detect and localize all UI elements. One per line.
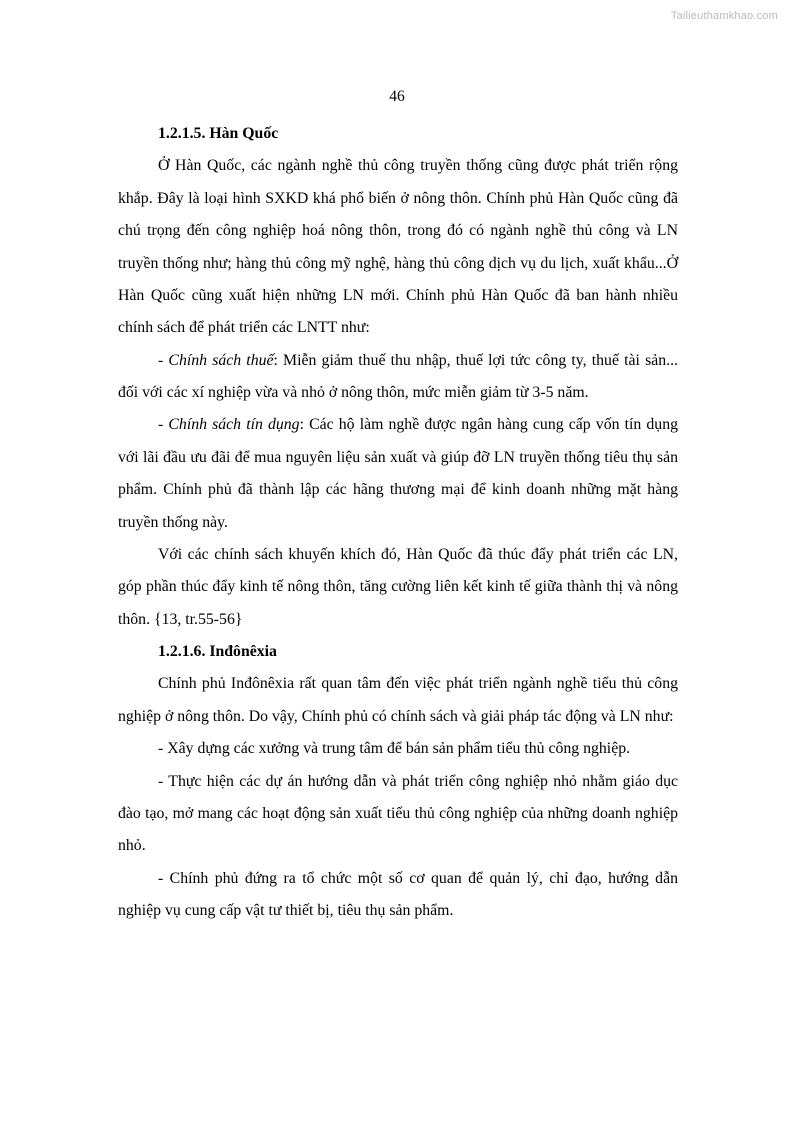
paragraph-5: Chính phủ Inđônêxia rất quan tâm đến việc phát triển ngành nghề tiểu thủ công nghiệp ở nông thôn. Do vậy, Chính phủ có chính sách và giải pháp tác động và LN như:: [118, 675, 678, 725]
paragraph-3-lead: - Chính sách tín dụng: [158, 416, 300, 434]
paragraph-8: - Chính phủ đứng ra tổ chức một số cơ quan để quản lý, chỉ đạo, hướng dẫn nghiệp vụ cung cấp vật tư thiết bị, tiêu thụ sản phẩm.: [118, 869, 678, 919]
paragraph-3: [118, 409, 678, 539]
paragraph-1: Ở Hàn Quốc, các ngành nghề thủ công truyền thống cũng được phát triển rộng khắp. Đây là loại hình SXKD khá phổ biến ở nông thôn. Chính phủ Hàn Quốc cũng đã chú trọng đến công nghiệp hoá nông thôn, trong đó có ngành nghề thủ công và LN truyền thống như; hàng thủ công mỹ nghệ, hàng thủ công dịch vụ du lịch, xuất khẩu...Ở Hàn Quốc cũng xuất hiện những LN mới. Chính phủ Hàn Quốc đã ban hành nhiều chính sách để phát triển các LNTT như:: [118, 157, 678, 337]
page-number: 46: [389, 88, 405, 105]
paragraph-6: - Xây dựng các xưởng và trung tâm để bán sản phẩm tiểu thủ công nghiệp.: [158, 740, 631, 758]
section-heading-1: 1.2.1.5. Hàn Quốc: [158, 125, 279, 142]
paragraph-2-lead: - Chính sách thuế: [158, 351, 274, 369]
watermark-text: Tailieuthamkhao.com: [670, 10, 778, 22]
paragraph-2-body: : Miễn giảm thuế thu nhập, thuế lợi tức công ty, thuế tài sản... đối với các xí nghiệp vừa và nhỏ ở nông thôn, mức miễn giảm từ 3-5 năm.: [118, 351, 678, 401]
page-content: [118, 118, 678, 927]
paragraph-7: - Thực hiện các dự án hướng dẫn và phát triển công nghiệp nhỏ nhằm giáo dục đào tạo, mở mang các hoạt động sản xuất tiểu thủ công nghiệp của những doanh nghiệp nhỏ.: [118, 772, 678, 855]
paragraph-4: Với các chính sách khuyến khích đó, Hàn Quốc đã thúc đẩy phát triển các LN, góp phần thúc đẩy kinh tế nông thôn, tăng cường liên kết kinh tế giữa thành thị và nông thôn. {13, tr.55-56}: [118, 545, 678, 628]
section-heading-2: 1.2.1.6. Inđônêxia: [158, 643, 277, 660]
paragraph-3-body: : Các hộ làm nghề được ngân hàng cung cấp vốn tín dụng với lãi đầu ưu đãi để mua nguyên liệu sản xuất và giúp đỡ LN truyền thống tiêu thụ sản phẩm. Chính phủ đã thành lập các hãng thương mại để kinh doanh những mặt hàng truyền thống này.: [118, 416, 678, 531]
paragraph-2: [118, 345, 678, 410]
